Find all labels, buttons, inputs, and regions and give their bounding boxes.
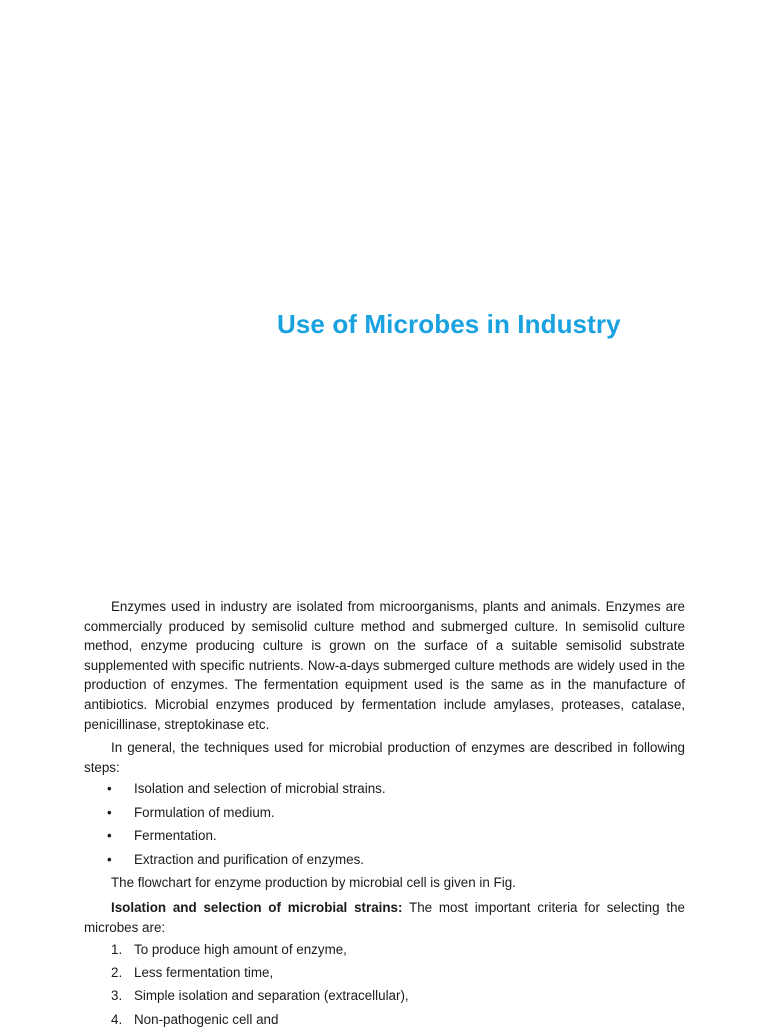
list-item: • Extraction and purification of enzymes. xyxy=(84,848,685,871)
techniques-paragraph: In general, the techniques used for microbial production of enzymes are described in following steps: xyxy=(84,740,685,775)
intro-paragraph: Enzymes used in industry are isolated from microorganisms, plants and animals. Enzymes are commercially produced by semisolid culture method and submerged culture. In semisolid culture method, enzyme producing culture is grown on the surface of a suitable semisolid substrate supplemented with specific nutrients. Now-a-days submerged culture methods are widely used in the production of enzymes. The fermentation equipment used is the same as in the manufacture of antibiotics. Microbial enzymes produced by fermentation include amylases, proteases, catalase, penicillinase, streptokinase etc. xyxy=(84,599,685,732)
document-body xyxy=(84,597,685,1031)
item-number: 3. xyxy=(111,988,123,1004)
list-item: 3. Simple isolation and separation (extracellular), xyxy=(84,984,685,1007)
bullet-icon: • xyxy=(107,828,112,844)
list-item: 1. To produce high amount of enzyme, xyxy=(84,938,685,961)
bullet-icon: • xyxy=(107,781,112,797)
bullet-icon: • xyxy=(107,804,112,820)
steps-list xyxy=(84,777,685,871)
list-item: 2. Less fermentation time, xyxy=(84,961,685,984)
isolation-text: The most important criteria for selecting the microbes are: xyxy=(84,900,685,935)
item-number: 4. xyxy=(111,1011,123,1027)
criteria-list xyxy=(84,938,685,1031)
list-item: • Isolation and selection of microbial strains. xyxy=(84,777,685,800)
list-item: 4. Non-pathogenic cell and xyxy=(84,1008,685,1031)
item-number: 1. xyxy=(111,941,123,957)
bullet-icon: • xyxy=(107,851,112,867)
isolation-heading: Isolation and selection of microbial strains: xyxy=(111,900,403,916)
page-title: Use of Microbes in Industry xyxy=(277,309,621,339)
list-item: • Formulation of medium. xyxy=(84,801,685,824)
list-item: • Fermentation. xyxy=(84,824,685,847)
flowchart-sentence: The flowchart for enzyme production by microbial cell is given in Fig. xyxy=(111,874,516,890)
isolation-paragraph xyxy=(84,898,685,937)
item-number: 2. xyxy=(111,964,123,980)
